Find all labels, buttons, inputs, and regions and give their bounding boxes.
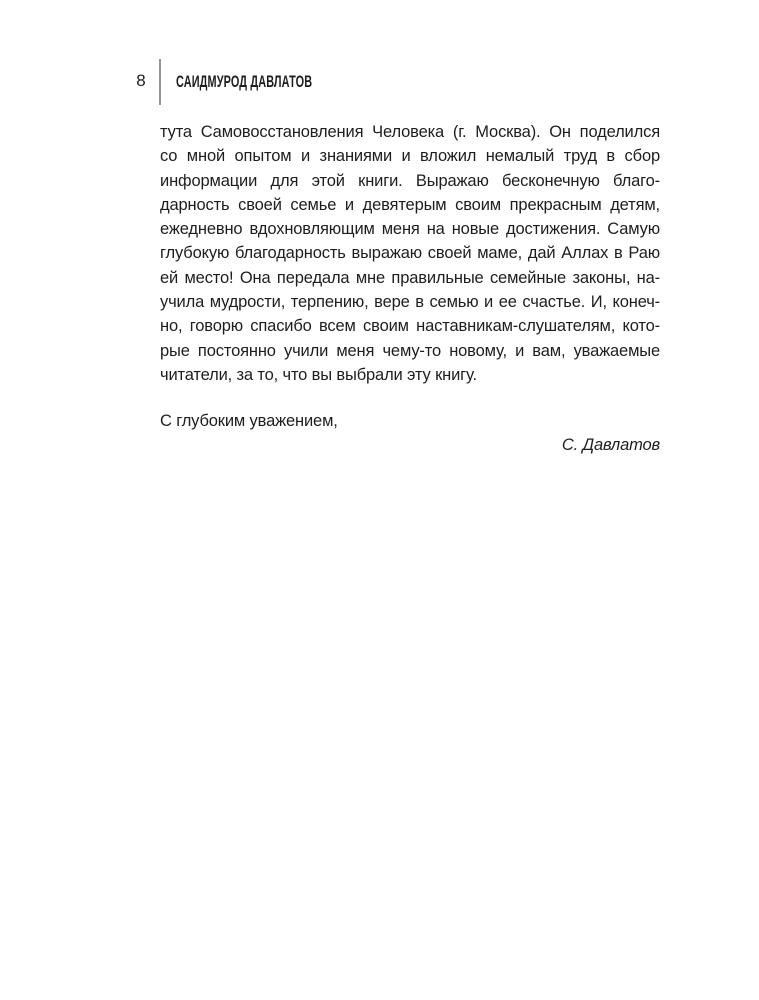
paragraph-line: ежедневно вдохновляющим меня на новые достижения. Самую xyxy=(160,220,660,239)
closing-salutation: С глубоким уважением, xyxy=(160,412,338,430)
closing-block xyxy=(160,409,660,458)
paragraph-line: со мной опытом и знаниями и вложил немалый труд в сбор xyxy=(160,147,660,166)
paragraph-line: тута Самовосстановления Человека (г. Москва). Он поделился xyxy=(160,123,660,141)
paragraph-line: но, говорю спасибо всем своим наставникам-слушателям, кото- xyxy=(160,317,660,336)
paragraph-line: читатели, за то, что вы выбрали эту книгу. xyxy=(160,365,477,384)
paragraph-line: информации для этой книги. Выражаю бесконечную благо- xyxy=(160,171,660,190)
paragraph-line: дарность своей семье и девятерым своим прекрасным детям, xyxy=(160,195,660,214)
body-paragraph xyxy=(160,120,660,387)
running-title: САИДМУРОД ДАВЛАТОВ xyxy=(176,72,313,91)
author-signature: С. Давлатов xyxy=(561,436,660,455)
paragraph-line: ей место! Она передала мне правильные семейные законы, на- xyxy=(160,268,660,287)
header-divider xyxy=(159,59,161,105)
page-number: 8 xyxy=(136,71,146,90)
paragraph-line: учила мудрости, терпению, вере в семью и ее счастье. И, конеч- xyxy=(160,293,660,312)
paragraph-line: глубокую благодарность выражаю своей маме, дай Аллах в Раю xyxy=(160,244,660,263)
paragraph-line: рые постоянно учили меня чему-то новому, и вам, уважаемые xyxy=(160,341,660,360)
